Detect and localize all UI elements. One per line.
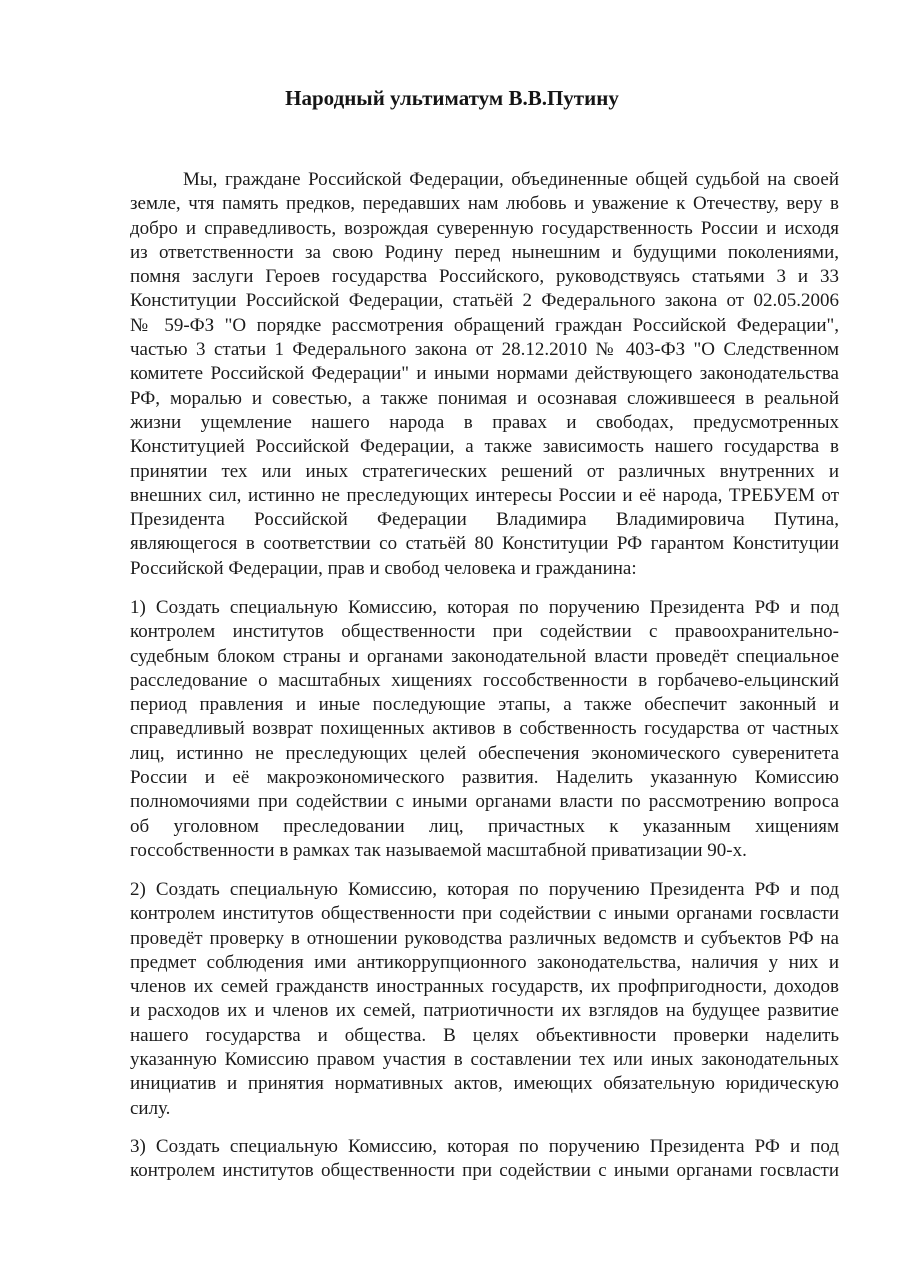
paragraph-line: силу. bbox=[130, 1097, 171, 1119]
paragraph-line: членов их семей гражданств иностранных государств, их профпригодности, доходов bbox=[130, 976, 839, 998]
paragraph-line: добро и справедливость, возрождая суверенную государственность России и исходя bbox=[130, 217, 839, 239]
paragraph-line: Мы, граждане Российской Федерации, объединенные общей судьбой на своей bbox=[183, 169, 839, 190]
paragraph-line: России и её макроэкономического развития. Наделить указанную Комиссию bbox=[130, 767, 839, 789]
paragraph-line: Конституции Российской Федерации, статьёй 2 Федерального закона от 02.05.2006 bbox=[130, 290, 839, 312]
demand-item-3 bbox=[130, 1135, 839, 1184]
paragraph-line: 1) Создать специальную Комиссию, которая по поручению Президента РФ и под bbox=[130, 597, 839, 618]
paragraph-line: инициатив и принятия нормативных актов, имеющих обязательную юридическую bbox=[130, 1073, 839, 1095]
paragraph-line: принятии тех или иных стратегических решений от различных внутренних и bbox=[130, 460, 839, 482]
paragraph-line: 2) Создать специальную Комиссию, которая по поручению Президента РФ и под bbox=[130, 879, 839, 900]
document-title: Народный ультиматум В.В.Путину bbox=[285, 86, 619, 110]
paragraph-line: период правления и иные последующие этапы, а также обеспечит законный и bbox=[130, 694, 839, 716]
paragraph-line: внешних сил, истинно не преследующих интересы России и её народа, ТРЕБУЕМ от bbox=[130, 484, 839, 506]
paragraph-line: земле, чтя память предков, передавших нам любовь и уважение к Отечеству, веру в bbox=[130, 193, 839, 215]
demand-item-2 bbox=[130, 878, 839, 1121]
paragraph-line: частью 3 статьи 1 Федерального закона от 28.12.2010 № 403-ФЗ "О Следственном bbox=[130, 339, 839, 361]
paragraph-line: являющегося в соответствии со статьёй 80 Конституции РФ гарантом Конституции bbox=[130, 533, 839, 555]
paragraph-line: 3) Создать специальную Комиссию, которая по поручению Президента РФ и под bbox=[130, 1136, 839, 1157]
paragraph-line: помня заслуги Героев государства Российского, руководствуясь статьями 3 и 33 bbox=[130, 266, 839, 288]
paragraph-line: комитете Российской Федерации" и иными нормами действующего законодательства bbox=[130, 363, 839, 385]
paragraph-line: указанную Комиссию правом участия в составлении тех или иных законодательных bbox=[130, 1049, 839, 1071]
paragraph-line: из ответственности за свою Родину перед нынешним и будущими поколениями, bbox=[130, 241, 839, 263]
paragraph-line: контролем институтов общественности при содействии с иными органами госвласти bbox=[130, 903, 839, 925]
paragraph-line: предмет соблюдения ими антикоррупционного законодательства, наличия у них и bbox=[130, 951, 839, 973]
paragraph-line: Президента Российской Федерации Владимира Владимировича Путина, bbox=[130, 509, 839, 531]
paragraph-line: контролем институтов общественности при содействии с правоохранительно- bbox=[130, 621, 839, 643]
paragraph-line: проведёт проверку в отношении руководства различных ведомств и субъектов РФ на bbox=[130, 927, 839, 949]
intro-paragraph bbox=[130, 168, 839, 581]
paragraph-line: жизни ущемление нашего народа в правах и свободах, предусмотренных bbox=[130, 411, 839, 433]
paragraph-line: Конституцией Российской Федерации, а также зависимость нашего государства в bbox=[130, 436, 839, 458]
paragraph-line: № 59-ФЗ "О порядке рассмотрения обращений граждан Российской Федерации", bbox=[130, 314, 839, 336]
paragraph-line: судебным блоком страны и органами законодательной власти проведёт специальное bbox=[130, 645, 839, 667]
demand-item-1 bbox=[130, 596, 839, 863]
paragraph-line: и расходов их и членов их семей, патриотичности их взглядов на будущее развитие bbox=[130, 1000, 839, 1022]
paragraph-line: справедливый возврат похищенных активов в собственность государства от частных bbox=[130, 718, 839, 740]
paragraph-line: нашего государства и общества. В целях объективности проверки наделить bbox=[130, 1024, 839, 1046]
paragraph-line: лиц, истинно не преследующих целей обеспечения экономического суверенитета bbox=[130, 742, 839, 764]
paragraph-line: расследование о масштабных хищениях госсобственности в горбачево-ельцинский bbox=[130, 669, 839, 691]
paragraph-line: Российской Федерации, прав и свобод человека и гражданина: bbox=[130, 557, 637, 579]
paragraph-line: РФ, моралью и совестью, а также понимая и осознавая сложившееся в реальной bbox=[130, 387, 839, 409]
paragraph-line: контролем институтов общественности при содействии с иными органами госвласти bbox=[130, 1160, 839, 1182]
paragraph-line: об уголовном преследовании лиц, причастных к указанным хищениям bbox=[130, 815, 839, 837]
paragraph-line: полномочиями при содействии с иными органами власти по рассмотрению вопроса bbox=[130, 791, 839, 813]
paragraph-line: госсобственности в рамках так называемой масштабной приватизации 90-х. bbox=[130, 839, 747, 861]
